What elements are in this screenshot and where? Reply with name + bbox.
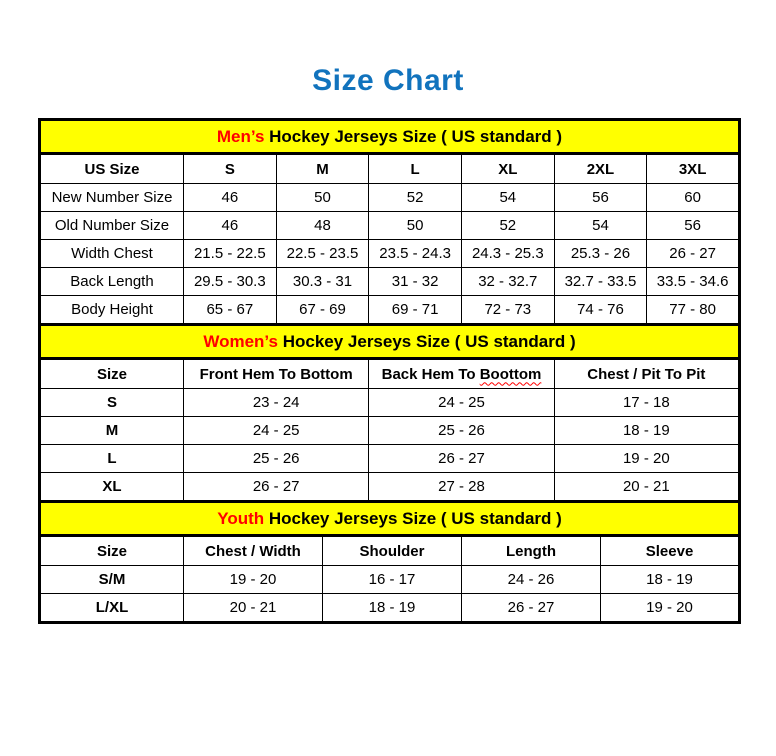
column-header bbox=[369, 359, 554, 389]
womens-section-banner bbox=[40, 325, 740, 359]
size-cell: 65 - 67 bbox=[184, 296, 277, 325]
size-cell: 19 - 20 bbox=[184, 566, 323, 594]
size-cell: 23.5 - 24.3 bbox=[369, 240, 462, 268]
size-cell: 23 - 24 bbox=[184, 389, 369, 417]
column-header: Sleeve bbox=[601, 536, 740, 566]
size-cell: 67 - 69 bbox=[276, 296, 369, 325]
row-label: XL bbox=[40, 473, 184, 502]
page-title: Size Chart bbox=[312, 64, 464, 97]
mens-banner-text: Hockey Jerseys Size ( US standard ) bbox=[264, 126, 563, 146]
size-cell: 74 - 76 bbox=[554, 296, 647, 325]
size-cell: 54 bbox=[554, 212, 647, 240]
youth-size-table bbox=[38, 500, 741, 624]
size-cell: 26 - 27 bbox=[369, 445, 554, 473]
size-cell: 24 - 26 bbox=[462, 566, 601, 594]
column-header: XL bbox=[461, 154, 554, 184]
youth-header-row bbox=[40, 536, 740, 566]
mens-header-row bbox=[40, 154, 740, 184]
mens-section-banner bbox=[40, 120, 740, 154]
table-row bbox=[40, 566, 740, 594]
row-label: M bbox=[40, 417, 184, 445]
row-label: L bbox=[40, 445, 184, 473]
size-cell: 17 - 18 bbox=[554, 389, 739, 417]
size-cell: 27 - 28 bbox=[369, 473, 554, 502]
column-header: Shoulder bbox=[323, 536, 462, 566]
column-header: 3XL bbox=[647, 154, 740, 184]
table-row bbox=[40, 184, 740, 212]
mens-size-table bbox=[38, 118, 741, 326]
womens-header-row bbox=[40, 359, 740, 389]
size-cell: 52 bbox=[369, 184, 462, 212]
size-cell: 24 - 25 bbox=[184, 417, 369, 445]
table-row bbox=[40, 296, 740, 325]
column-header: Chest / Pit To Pit bbox=[554, 359, 739, 389]
size-cell: 16 - 17 bbox=[323, 566, 462, 594]
row-label: Body Height bbox=[40, 296, 184, 325]
womens-size-table bbox=[38, 323, 741, 503]
table-row bbox=[40, 594, 740, 623]
column-header: S bbox=[184, 154, 277, 184]
row-label: S/M bbox=[40, 566, 184, 594]
size-cell: 21.5 - 22.5 bbox=[184, 240, 277, 268]
size-cell: 20 - 21 bbox=[554, 473, 739, 502]
row-label: L/XL bbox=[40, 594, 184, 623]
size-cell: 50 bbox=[369, 212, 462, 240]
size-cell: 26 - 27 bbox=[184, 473, 369, 502]
size-cell: 72 - 73 bbox=[461, 296, 554, 325]
table-row bbox=[40, 445, 740, 473]
size-cell: 30.3 - 31 bbox=[276, 268, 369, 296]
size-cell: 46 bbox=[184, 212, 277, 240]
mens-banner-highlight: Men’s bbox=[216, 126, 265, 146]
size-cell: 26 - 27 bbox=[462, 594, 601, 623]
size-cell: 56 bbox=[554, 184, 647, 212]
row-label: S bbox=[40, 389, 184, 417]
column-header: Size bbox=[40, 536, 184, 566]
size-cell: 18 - 19 bbox=[601, 566, 740, 594]
table-row bbox=[40, 268, 740, 296]
size-cell: 24 - 25 bbox=[369, 389, 554, 417]
column-header: Front Hem To Bottom bbox=[184, 359, 369, 389]
size-cell: 24.3 - 25.3 bbox=[461, 240, 554, 268]
row-label: Old Number Size bbox=[40, 212, 184, 240]
size-cell: 52 bbox=[461, 212, 554, 240]
youth-banner-text: Hockey Jerseys Size ( US standard ) bbox=[264, 508, 562, 528]
column-header: L bbox=[369, 154, 462, 184]
size-cell: 50 bbox=[276, 184, 369, 212]
size-cell: 48 bbox=[276, 212, 369, 240]
size-cell: 18 - 19 bbox=[323, 594, 462, 623]
youth-banner-highlight: Youth bbox=[217, 508, 265, 528]
size-cell: 69 - 71 bbox=[369, 296, 462, 325]
size-cell: 29.5 - 30.3 bbox=[184, 268, 277, 296]
womens-banner-text: Hockey Jerseys Size ( US standard ) bbox=[277, 331, 576, 351]
misspelled-word: Boottom bbox=[479, 365, 542, 383]
size-cell: 19 - 20 bbox=[554, 445, 739, 473]
size-cell: 32 - 32.7 bbox=[461, 268, 554, 296]
row-label: Width Chest bbox=[40, 240, 184, 268]
size-cell: 32.7 - 33.5 bbox=[554, 268, 647, 296]
column-header: Size bbox=[40, 359, 184, 389]
size-cell: 18 - 19 bbox=[554, 417, 739, 445]
size-cell: 25.3 - 26 bbox=[554, 240, 647, 268]
size-tables bbox=[38, 118, 738, 624]
table-row bbox=[40, 389, 740, 417]
row-label: Back Length bbox=[40, 268, 184, 296]
column-header: US Size bbox=[40, 154, 184, 184]
size-cell: 20 - 21 bbox=[184, 594, 323, 623]
column-header: Length bbox=[462, 536, 601, 566]
size-cell: 19 - 20 bbox=[601, 594, 740, 623]
size-cell: 77 - 80 bbox=[647, 296, 740, 325]
table-row bbox=[40, 212, 740, 240]
size-cell: 56 bbox=[647, 212, 740, 240]
column-header: 2XL bbox=[554, 154, 647, 184]
size-cell: 25 - 26 bbox=[184, 445, 369, 473]
youth-section-banner bbox=[40, 502, 740, 536]
womens-banner-highlight: Women’s bbox=[203, 331, 278, 351]
size-cell: 60 bbox=[647, 184, 740, 212]
table-row bbox=[40, 417, 740, 445]
size-cell: 31 - 32 bbox=[369, 268, 462, 296]
size-cell: 25 - 26 bbox=[369, 417, 554, 445]
column-header: Chest / Width bbox=[184, 536, 323, 566]
column-header: M bbox=[276, 154, 369, 184]
table-row bbox=[40, 240, 740, 268]
row-label: New Number Size bbox=[40, 184, 184, 212]
table-row bbox=[40, 473, 740, 502]
size-cell: 46 bbox=[184, 184, 277, 212]
size-cell: 33.5 - 34.6 bbox=[647, 268, 740, 296]
size-cell: 22.5 - 23.5 bbox=[276, 240, 369, 268]
size-cell: 54 bbox=[461, 184, 554, 212]
size-cell: 26 - 27 bbox=[647, 240, 740, 268]
column-header-text: Back Hem To bbox=[381, 365, 480, 383]
